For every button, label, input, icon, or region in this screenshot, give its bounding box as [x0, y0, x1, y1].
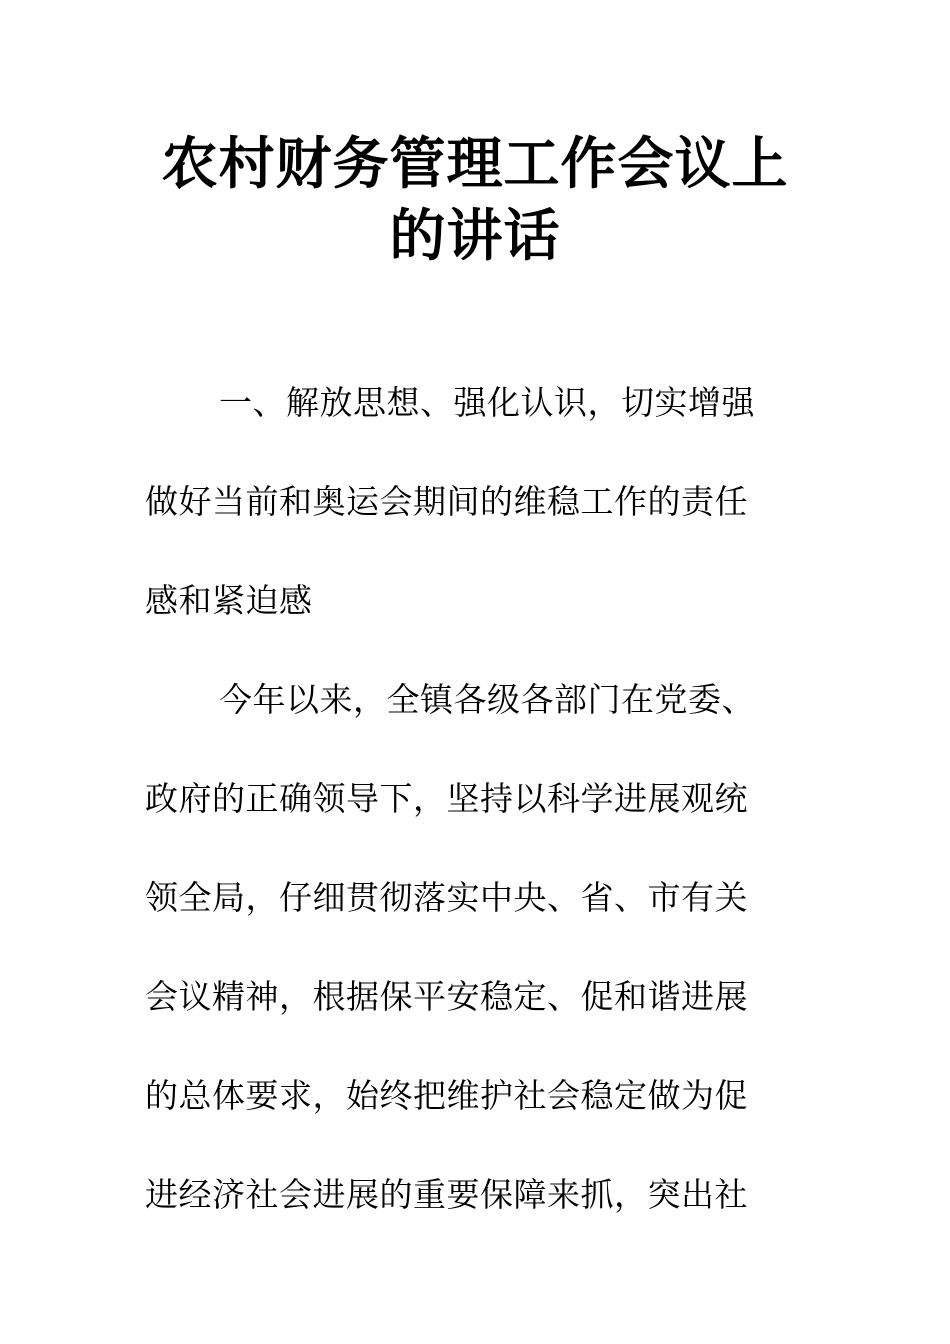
body-line: 进经济社会进展的重要保障来抓，突出社	[145, 1175, 748, 1214]
body-line: 一、解放思想、强化认识，切实增强	[219, 383, 755, 422]
body-line: 会议精神，根据保平安稳定、促和谐进展	[145, 977, 748, 1016]
body-line: 的总体要求，始终把维护社会稳定做为促	[145, 1076, 748, 1115]
document-body	[145, 370, 810, 1261]
body-line: 领全局，仔细贯彻落实中央、省、市有关	[145, 878, 748, 917]
body-line: 今年以来，全镇各级各部门在党委、	[219, 680, 755, 719]
document-title	[120, 128, 830, 272]
title-line-1: 农村财务管理工作会议上	[161, 131, 789, 197]
body-line: 感和紧迫感	[145, 581, 313, 620]
body-line: 政府的正确领导下，坚持以科学进展观统	[145, 779, 748, 818]
body-line: 做好当前和奥运会期间的维稳工作的责任	[145, 482, 748, 521]
title-line-2: 的讲话	[389, 203, 561, 269]
